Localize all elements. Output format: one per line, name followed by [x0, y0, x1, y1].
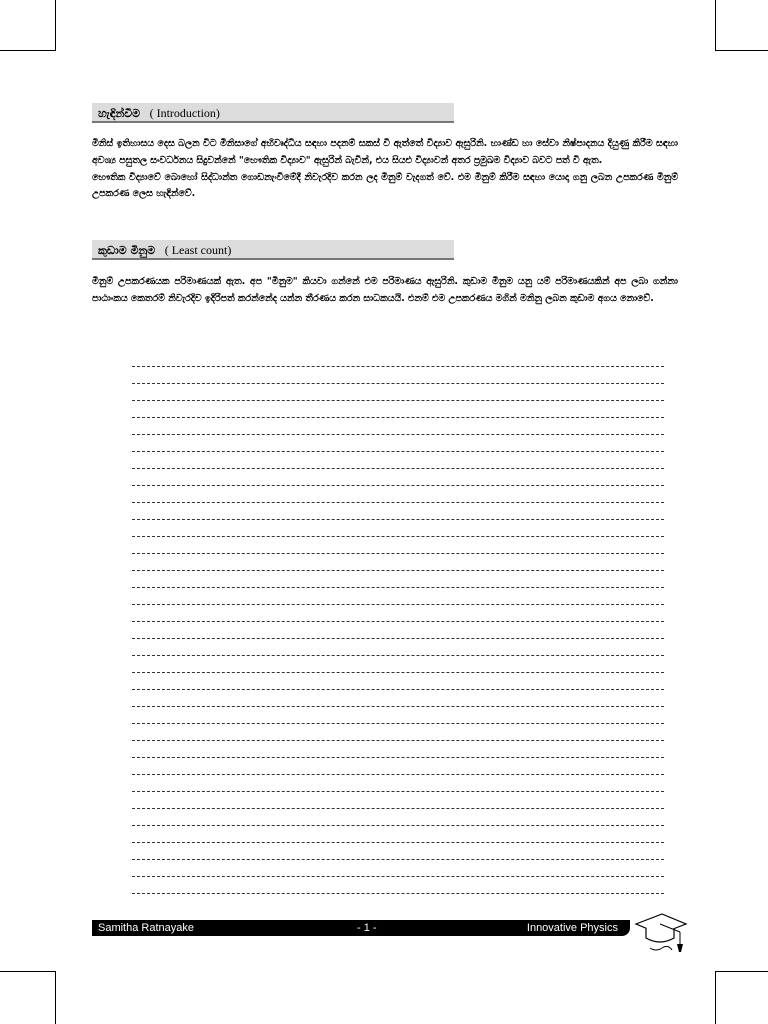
- writing-line: [132, 537, 664, 554]
- writing-lines: [132, 350, 664, 894]
- writing-line: [132, 554, 664, 571]
- section-title-sinhala: හැඳින්වීම: [98, 107, 141, 120]
- writing-line: [132, 792, 664, 809]
- least-count-text: [92, 274, 678, 308]
- writing-line: [132, 877, 664, 894]
- page-number: - 1 -: [357, 922, 377, 934]
- introduction-paragraph-1: මිනිස් ඉතිහාසය දෙස බලන විට මිනිසාගේ අභිවෘද්ධිය සඳහා පදනම් සකස් වී ඇත්තේ විද්‍යාව ඇසුරිනි. භාණ්ඩ හා සේවා නිෂ්පාදනය දියුණු කිරීම සඳහා අවශ්‍ය පසුතල සංවර්ධනය සිදුවන්නේ "භෞතික විද්‍යාව" ඇසුරින් බැවින්, එය සියළු විද්‍යාවන් අතර ප්‍රමුඛම විද්‍යාව බවට පත් වී ඇත.: [92, 138, 678, 166]
- footer-bar: [92, 920, 630, 936]
- writing-line: [132, 707, 664, 724]
- writing-line: [132, 741, 664, 758]
- writing-line: [132, 367, 664, 384]
- writing-line: [132, 656, 664, 673]
- footer-author: Samitha Ratnayake: [98, 922, 194, 934]
- introduction-text: [92, 136, 678, 203]
- writing-line: [132, 860, 664, 877]
- section-title-sinhala: කුඩාම මිනුම: [98, 244, 156, 257]
- crop-mark-top-left: [0, 0, 56, 51]
- writing-line: [132, 673, 664, 690]
- writing-line: [132, 843, 664, 860]
- writing-line: [132, 486, 664, 503]
- crop-mark-top-right: [715, 0, 768, 51]
- writing-line: [132, 401, 664, 418]
- section-heading-least-count: [92, 240, 454, 260]
- writing-line: [132, 639, 664, 656]
- writing-line: [132, 571, 664, 588]
- writing-line: [132, 775, 664, 792]
- introduction-paragraph-2: භෞතික විද්‍යාවේ බොහෝ සිද්ධාන්ත ගොඩනැංවීමේදී නිවැරදිව කරන ලද මිනුම් වැදගත් වේ. එම මිනුම් කිරීම සඳහා යොදා ගනු ලබන උපකරණ මිනුම් උපකරණ ලෙස හැඳින්වේ.: [92, 171, 678, 200]
- graduation-cap-icon: [632, 910, 690, 956]
- writing-line: [132, 503, 664, 520]
- writing-line: [132, 384, 664, 401]
- crop-mark-bottom-right: [715, 971, 768, 1024]
- writing-line: [132, 622, 664, 639]
- least-count-paragraph: මිනුම් උපකරණයක පරිමාණයක් ඇත. අප "මිනුම" කියවා ගන්නේ එම පරිමාණය ඇසුරිනි. කුඩාම මිනුම යනු යම් පරිමාණයකින් අප ලබා ගන්නා පාඨාංකය කෙතරම් නිවැරදිව ඉදිරිපත් කරන්නේද යන්න තීරණය කරන සාධකයයි. එනම් එම උපකරණය මගින් මනිනු ලබන කුඩාම අගය නොවේ.: [92, 276, 678, 304]
- footer-subject: Innovative Physics: [526, 922, 618, 934]
- writing-line: [132, 435, 664, 452]
- writing-line: [132, 588, 664, 605]
- writing-line: [132, 350, 664, 367]
- writing-line: [132, 758, 664, 775]
- writing-line: [132, 605, 664, 622]
- writing-line: [132, 826, 664, 843]
- writing-line: [132, 469, 664, 486]
- section-title-english: ( Introduction): [149, 106, 220, 120]
- writing-line: [132, 724, 664, 741]
- crop-mark-bottom-left: [0, 971, 56, 1024]
- writing-line: [132, 520, 664, 537]
- writing-line: [132, 690, 664, 707]
- section-title-english: ( Least count): [164, 243, 232, 257]
- section-heading-introduction: [92, 103, 454, 123]
- writing-line: [132, 418, 664, 435]
- writing-line: [132, 452, 664, 469]
- writing-line: [132, 809, 664, 826]
